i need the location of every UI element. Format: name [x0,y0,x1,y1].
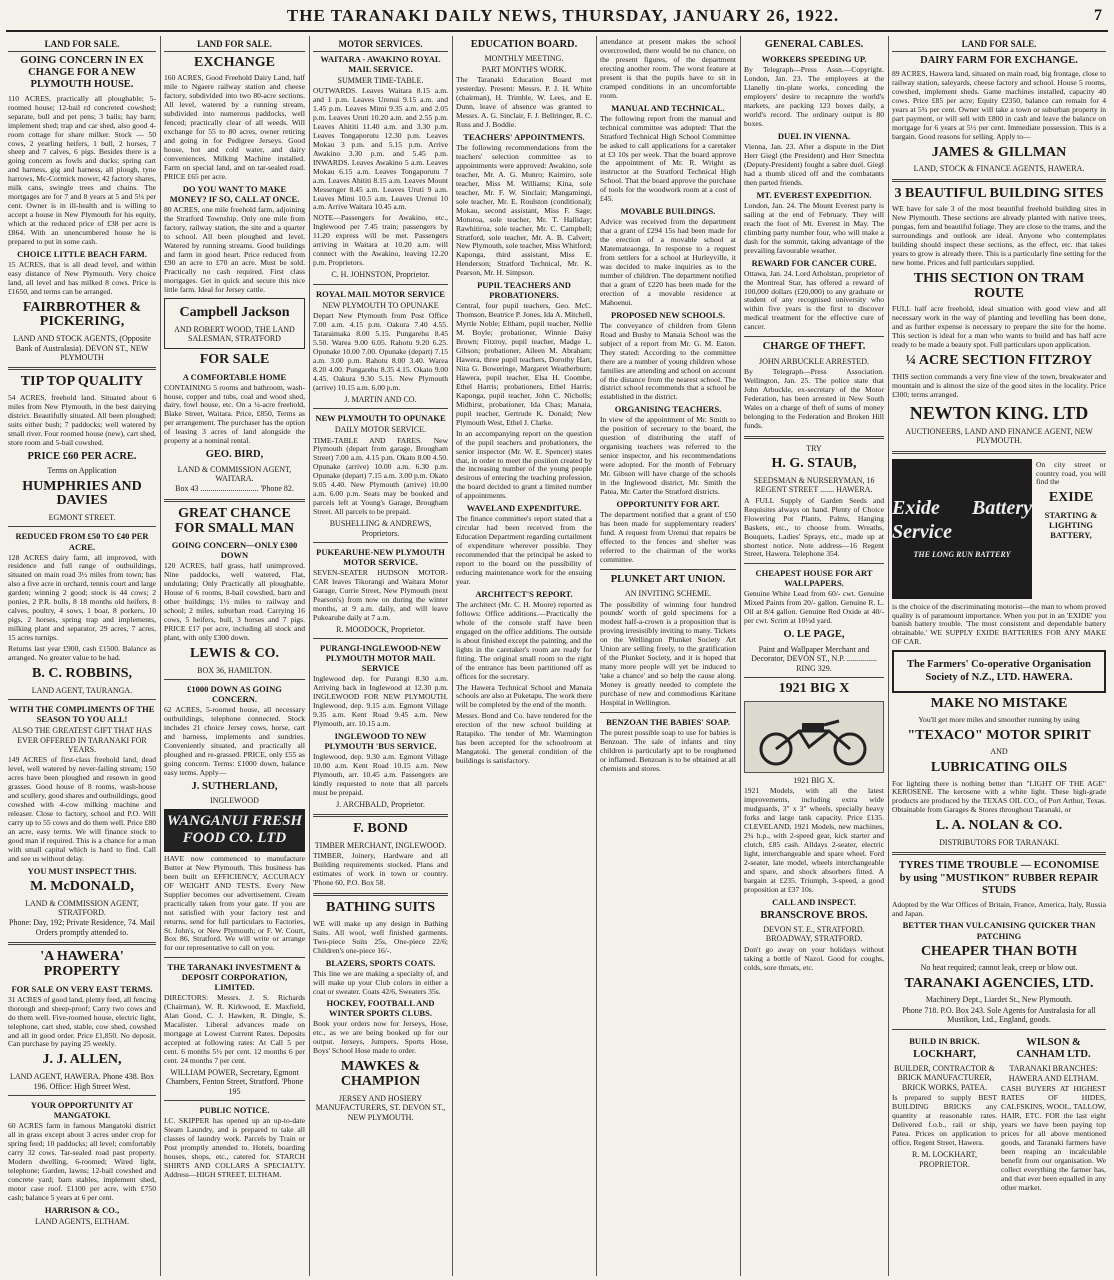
section-headline: GENERAL CABLES. [764,39,864,50]
ad-title: CHEAPER THAN BOTH [920,943,1078,959]
ad-title: 'A HAWERA' PROPERTY [40,949,124,979]
agent-details: LAND AGENTS, ELTHAM. [35,1216,129,1226]
service-subtitle: SUMMER TIME-TABLE. [337,75,424,85]
article-section-heading: PROPOSED NEW SCHOOLS. [611,309,725,320]
ad-body: Don't go away on your holidays without taking a bottle of Nazol. Good for coughs, colds, sore throats, etc. [744,944,884,972]
ad-body: 54 ACRES, freehold land. Situated about 6 miles from New Plymouth, in the best dairying district. Beautifully situated. All been ploughed; suits either bush; 7 paddocks; well watered by small river. Four roomed house (new), cart shed, store room and 5-bail cowshed. [8,393,156,447]
ad-body: A FULL Supply of Garden Seeds and Requisites always on hand. Plenty of Choice Flowering Pot Plants, Palms, Hanging Baskets, etc., to choose from. Wreaths, Bouquets, Ladies' Sprays, etc., made up at shortest notice. Note address—16 Regent Street, Hawera. Telephone 354. [744,495,884,559]
article-paragraph: Messrs. Bond and Co. have tendered for the erection of the new school building at Ratapiko. The tender of Mr. Warmington has been accepted for the schoolroom at Mangatoki. The general condition of the buildings is satisfactory. [456,711,592,766]
agent-details: DEVON ST. E., STRATFORD. BROADWAY, STRATFORD. [763,924,865,944]
ad-body: 110 ACRES, practically all ploughable; 5-roomed house; 12-bail rd concreted cowshed; separate, bull and pet pens; 3 bails; hay barn; implement shed; trap and car shed, also good 4-room cottage for share milker. Stock — 50 cows, 2 yearling heifers, 1 bull, 2 horses, 7 sheep and 7 calves, 6 pigs. Besides there is a going concern as fowls and ducks; spring cart and harness, gig and harness, all plough, tyne harrows, Mc-Cormick mower, 42 factory shares, milk cans, swingle trees and chains. The mortgages are for 7 and 8 years at 5 and 5¼ per cent. Owner is in ill-health and is willing to accept a house in New Plymouth for his equity, which at the reduced price of £38 per acre is £864. With an unencumbered house he is prepared to put in some cash. [8,93,156,246]
ad-title: "TEXACO" MOTOR SPIRIT [907,727,1091,743]
ad-title: TIP TOP QUALITY [20,374,144,390]
service-title: WAITARA - AWAKINO ROYAL MAIL SERVICE. [320,53,441,74]
ad-title: 1921 BIG X [778,680,850,696]
article-paragraph: The department notified that a grant of £50 has been made for supplementary readers' fund. A request from Urenui that repairs be effected to the fences and shelter was referred to the chairman of the works committee. [600,509,736,564]
ad-body: Genuine White Lead from 60/- cwt. Genuine Mixed Paints from 20/- gallon. Genuine R. L. Oil at 8/4 gallon. Genuine Red Oxide at 40/- per cwt. Scrim at 10½d yard. [744,589,884,626]
service-timetable: Inglewood dep. for Purangi 8.30 a.m. Arriving back in Inglewood at 12.30 p.m. INGLEWOOD FOR NEW PLYMOUTH. Inglewood, dep. 9.15 a.m. Egmont Village 9.35 a.m. Kent Road 9.45 a.m. New Plymouth, arr. 10.15 a.m. [313,674,448,728]
article-subhead: PART MONTH'S WORK. [481,64,567,74]
ad-body: For lighting there is nothing better than "LIGHT OF THE AGE" KEROSENE. The kerosene with a white light. These high-grade products are produced by the TEXAS OIL CO., of Port Arthur, Texas. Obtainable from Garages & Stores throughout Taranaki, or [892,778,1106,815]
ad-lead: TRY [806,443,822,453]
column-rule [452,36,453,1276]
image-caption: 1921 BIG X. [793,775,835,785]
ad-terms: Terms on Application [47,466,117,476]
motorcycle-illustration [744,701,884,773]
agent-details: EGMONT STREET. [48,513,116,523]
ad-title: YOUR OPPORTUNITY AT MANGATOKI. [30,1099,134,1120]
agent-name: FAIRBROTHER & PICKERING, [22,299,142,330]
ad-title: £1000 DOWN AS GOING CONCERN. [187,684,282,705]
service-timetable: OUTWARDS. Leaves Waitara 8.15 a.m. and 1 p.m. Leaves Urenui 9.15 a.m. and 1.45 p.m. Leaves Mimi 9.35 a.m. and 2.05 p.m. Leaves Uruti 10.20 a.m. and 2.55 p.m. Leaves Ahititi 11.40 a.m. and 3.30 p.m. Leaves Tongaporutu 12.30 p.m. Leaves Mokau 3 p.m. and 5.15 p.m. Arrive Awakino 3.30 p.m. and 5.45 p.m. INWARDS. Leaves Awakino 5 a.m. Leaves Mokau 6.15 a.m. Leaves Tongaporutu 7 a.m. Leaves Ahititi 8.15 a.m. Leaves Mount Messenger 8.45 a.m. Leaves Uruti 9 a.m. Leaves Mimi 10.5 a.m. Leaves Urenui 10 a.m. Arrive Waitara 10.45 a.m. [313,86,448,212]
article-paragraph: The Taranaki Education Board met yesterday. Present: Messrs. P. J. H. White (chairman), H. Trimble, W. Lees, and E. Dunn, leave of absence was granted to Messrs. A. G. Sinclair, F. J. Bellringer, R. C. Russ and J. Boddie. [456,75,592,130]
article-section-heading: WAVELAND EXPENDITURE. [466,503,582,514]
article-headline: PLUNKET ART UNION. [610,573,726,585]
exide-logo-text: Exide Battery Service [892,497,1032,543]
column-general-cables [742,36,886,1276]
agent-details: LAND & COMMISSION AGENT, STRATFORD. [25,898,139,917]
agent-details: BUILDER, CONTRACTOR & BRICK MANUFACTURER, BRICK WORKS, PATEA. [894,1064,995,1092]
article-section-heading: MOVABLE BUILDINGS. [620,206,716,217]
agent-name: The Farmers' Co-operative Organisation Society of N.Z., LTD. HAWERA. [906,659,1091,683]
ad-subtitle: TIMBER MERCHANT, INGLEWOOD. [314,840,447,850]
service-owner: J. ARCHBALD, Proprietor. [336,799,425,809]
exide-advert [892,459,1106,599]
ad-body: 60 ACRES farm in famous Mangatoki district all in grass except about 3 acres under crop for spring feed; 10 paddocks; all level; comfortably carry 32 cows. Tar-sealed road past property. Modern dwelling, 6-roomed; Wired light, telephone; Garden, lawns; 12-bail cowshed and concrete yard; barn stables, implement shed, motor case roof. £1100 per acre, with £750 cash; balance 5 years at 6 per cent. [8,1121,156,1202]
masthead [6,2,1108,32]
agent-name: LEWIS & CO. [189,645,280,661]
service-subtitle: DAILY MOTOR SERVICE. [334,425,427,435]
ad-note: CALL AND INSPECT. [772,896,856,907]
column-land-for-sale-1 [6,36,158,1276]
agent-details: TARANAKI BRANCHES: HAWERA AND ELTHAM. [1008,1064,1099,1083]
ad-title: BATHING SUITS [325,900,436,916]
ad-body: THIS section commands a very fine view of the town, breakwater and mountain and is almost the size of the good sites in the locality. Price £300; terms arranged. [892,371,1106,399]
service-title: PURANGI-INGLEWOOD-NEW PLYMOUTH MOTOR MAIL SERVICE [320,643,441,674]
article-paragraph: Advice was received from the department that a grant of £294 15s had been made for the erection of a movable school at Matemateaonga. In response to a request from settlers for a school at Hurleyville, it was decided to make inquiries as to the number of children. The department notified that a grant of £220 has been made for the erection of a movable residence at Mahoenui. [600,217,736,307]
fresh-food-logo: WANGANUI FRESH FOOD CO. LTD [164,809,305,852]
agent-name: MAWKES & CHAMPION [340,1059,421,1089]
exide-logo [892,459,1032,599]
article-paragraph: Ottawa, Jan. 24. Lord Atholstan, proprietor of the Montreal Star, has offered a reward of 100,000 dollars (£20,000) to any graduate or student of any recognised university who within five years is the first to discover medical treatment for the effective cure of cancer. [744,268,884,332]
service-owner: BUSHELLING & ANDREWS, Proprietors. [329,519,432,538]
agent-name: JAMES & GILLMAN [931,144,1067,160]
ad-body: 1921 Models, with all the latest improvements, including extra wide mudguards, 3" x 3" wheels, specially heavy forks and large tank capacity. Price £135. CLEVELAND, 1921 Models, new machines, 2¾ h.p., with 2-speed gear, kick starter and clutch, £85 cash. Alldays 2-seater, electric light, interchangeable and spare wheel. Ford 2-seater, late model, wheels interchangeable and spare, and shock absorbers fitted. A bargain at £235. Triumph, 3-speed, a good proposition at £37 10s. [744,786,884,894]
article-paragraph: London, Jan. 24. The Mount Everest party is sailing at the end of February. They will reach the foot of Mt. Everest in May. The climbing party number four, who will make a dash for the summit, taking advantage of the prevailing favourable weather. [744,200,884,255]
ad-body: WE have for sale 3 of the most beautiful freehold building sites in New Plymouth. These sections are already planted with native trees, pungas, fern and beautiful foliage. They are close to the trams, and the surroundings and outlook are ideal. Anyone who contemplates building should inspect these sections, as the effect, etc. that takes years to grow is already there. This is a particularly fine setting for the new home. Prices and full particulars supplied. [892,204,1106,268]
article-headline: WORKERS SPEEDING UP. [761,54,867,65]
bottom-ads [892,1034,1106,1195]
ad-subtitle: FOR SALE ON VERY EAST TERMS. [11,983,153,994]
service-timetable: TIME-TABLE AND FARES. New Plymouth (depart from garage, Brougham Street) 7.00 a.m. 4.15 p.m. Okato 8.00 4.50. Opunake (arrive) 10.00 a.m. 6.30 p.m. Opunake (depart) 7.15 a.m. 3.00 p.m. Okato 9.05 4.40. New Plymouth (arrive) 10.00 a.m. 6.00 p.m. Seats may be booked and parcels left at Young's Garage, Brougham Street. All parcels to be prepaid. [313,435,448,517]
article-section-heading: OPPORTUNITY FOR ART. [616,498,720,509]
ad-title: TYRES TIME TROUBLE — ECONOMISE by using "MUSTIKON" RUBBER REPAIR STUDS [898,860,1100,897]
ad-title: FOR SALE [199,351,270,367]
service-owner: R. MOODOCK, Proprietor. [336,624,425,634]
ad-note: YOU MUST INSPECT THIS. [27,865,137,876]
article-section-heading: PUPIL TEACHERS AND PROBATIONERS. [477,280,571,301]
agent-details: LAND AND STOCK AGENTS, (Opposite Bank of Australasia). DEVON ST., NEW PLYMOUTH [13,334,151,363]
ad-body: 160 ACRES, Good Freehold Dairy Land, half mile to Ngaere railway station and cheese factory, subdivided into two 80-acre sections. All level, watered by a running stream, subdivided into numerous paddocks, well fenced; practically clear of all weeds. Will exchange for 55 to 80 acres, owner retiring and going in for Pedigree Jerseys. Good house, hot and cold water, and dairy conveniences. Milking Machine installed. Farm on special land, and on tar-sealed road. PRICE £65 per acre. [164,73,305,181]
service-subtitle: NEW PLYMOUTH TO OPUNAKE [322,300,439,310]
ad-title: MAKE NO MISTAKE [930,696,1068,712]
article-paragraph: In view of the appointment of Mr. Smith to the position of secretary to the board, the question of distributing the staff of organising teachers was referred to the senior inspector, and his recommendations were adopted. For the month of February Mr. Gibson will have charge of the schools in the Inglewood district, Mr. Smith the Patea, Mr. Carter the Stratford districts. [600,415,736,496]
ad-body: This line we are making a specialty of, and will make up your Club colors in either a coat or sweater. Coats 42/6, Sweaters 35s. [313,968,448,996]
ad-body: I.C. SKIPPER has opened up an up-to-date Steam Laundry, and is prepared to take all classes of laundry work. Parcels by Train or Post promptly attended to. Hotels, boarding houses, shops, etc., catered for. STARCH SHIRTS AND COLLARS A SPECIALTY. Address—HIGH STREET, ELTHAM. [164,1116,305,1180]
service-title: NEW PLYMOUTH TO OPUNAKE [315,413,446,424]
article-headline: MT. EVEREST EXPEDITION. [756,189,872,200]
ad-title: THIS SECTION ON TRAM ROUTE [913,271,1085,301]
ad-title: GREAT CHANCE FOR SMALL MAN [175,505,294,536]
ad-subtitle: ALSO THE GREATEST GIFT THAT HAS EVER OFFERED IN TARANAKI FOR YEARS. [12,726,152,754]
article-paragraph: The finance committee's report stated that a circular had been received from the Education Department regarding curtailment of expenditure wherever possible. They recommended that the principal be asked to report to the board on the possibility of reducing maintenance work for the ensuing year. [456,514,593,586]
agent-details: LAND AGENT, HAWERA. Phone 438. Box 196. Office: High Street West. [9,1072,155,1091]
article-paragraph: The possibility of winning four hundred pounds' worth of gold specimens for a modest half-a-crown is a proposition that is proving irresistibly inviting to many. Tickets on the Wellington Plunket Society Art Union are selling freely, to the gratification of the Plunket Society, and it is hoped that many more people will yet be induced to 'take a chance' and so help the cause along. Money is greatly needed to complete the purchase of new and commodious Karitane Hospital in Wellington. [600,599,736,707]
agent-details: LAND, STOCK & FINANCE AGENTS, HAWERA. [913,164,1085,174]
service-owner: J. MARTIN AND CO. [344,394,417,404]
article-paragraph: The purest possible soap to use for babies is Benzoan. The sale of infants and tiny children is particularly apt to be roughened or inflamed. Benzoan is to be obtained at all chemists and stores. [600,727,736,773]
article-paragraph: By Telegraph—Press Assn.—Copyright. London, Jan. 23. The employees at the Llanelly tin-plate works, conceding the employers' desire to recapture the world's markets, are packing 123 boxes daily, a world's record. The ordinary output is 80 boxes. [744,65,884,129]
article-subhead: AN INVITING SCHEME. [625,589,711,599]
article-paragraph: The conveyance of children from Glenn Road and Bushy to Manaia School was the subject of a report from Mr. G. M. Eaton. They stated: According to the committee there are a number of young children whose families are attending and school on account of the distance from the nearest school. The district school recommends that a school be established in the district. [600,320,736,402]
agent-name: NEWTON KING. LTD [909,402,1089,423]
ad-title: EXCHANGE [194,54,275,70]
article-section-heading: BENZOAN THE BABIES' SOAP. [606,716,730,727]
ad-subtitle: GOING CONCERN—ONLY £300 DOWN [171,540,298,561]
ad-title: PUBLIC NOTICE. [199,1105,270,1116]
ad-body: HAVE now commenced to manufacture Butter at New Plymouth. This business has been built on EFFICIENCY, ACCURACY OF WEIGHT AND TESTS. Every New Supplier becomes our advertisement. Cream practically taken from your gate. If you are not satisfied with your factory test and returns, send for full particulars to Factories, St. John's, or New Plymouth; or F. W. Court, Box 86, Stratford. We will write or arrange for our representative to call on you. [164,853,305,953]
article-section-heading: MANUAL AND TECHNICAL. [611,102,725,113]
ad-title: F. BOND [353,821,408,837]
ad-body: 31 ACRES of good land, plenty feed, all fencing thorough and sheep-proof; Carry two cows and do them well. Five-roomed house, electric light, telephone, cart shed, stable, cow shed, cowshed and all in good order. Price £1,850. No deposit. Can purchase by paying 25 weekly. [8,994,156,1049]
column-land-for-sale-3 [890,36,1108,1276]
ad-body: WE will make up any design in Bathing Suits. All wool, well finished garments. Two-piece Suits 25s, One-piece 22/6; Children's one-piece 16/-. [313,918,448,955]
ad-body: 120 ACRES, half grass, half unimproved. Nine paddocks, well watered, Flat, undulating; Only Practically all ploughable. House of 6 rooms, 8-bail cowshed, barn and other buildings; 1½ miles to railway and school; 2 miles, suburban road. Carrying 16 cows, 5 heifers, bull, 3 horses and 7 pigs. PRICE £17 per acre, including all stock and plant, with only £300 down. [164,561,305,642]
service-timetable: Depart New Plymouth from Post Office 7.00 a.m. 4.15 p.m. Oakura 7.40 4.55. Tataraimaka 8.00 5.15. Pungarehu 8.45 5.50. Warea 9.00 6.05. Rahotu 9.20 6.25. Opunake 10.00 7.00. Opunake (depart) 7.15 a.m. 3.00 p.m. Rahotu 8.00 3.40. Warea 8.20 4.00. Pungarehu 8.35 4.15. Okato 9.00 4.45. Oakura 9.30 5.15. New Plymouth (arrive) 10.15 a.m. 6.00 p.m. [313,311,448,392]
ad-lead: On city street or country road, you will find the [1036,459,1106,487]
ad-body: 62 ACRES, 5-roomed house, all necessary outbuildings, telephone connected. Stock includes 21 choice Jersey cows, horse, cart and harness, implements and sundries. Conveniently situated, and practically all ploughed and re-grassed. PRICE, only £55 as going concern. Terms: £1000 down, balance easy terms. Apply— [164,705,305,777]
column-motor-services [311,36,450,1276]
article-paragraph: In an accompanying report on the question of the pupil teachers and probationers, the senior inspector (Mr. W. E. Spencer) states that, in order to meet the position created by the increasing number of the young people desirous of entering the teaching profession, the board decided to grant a limited number of appointments. [456,428,592,501]
article-paragraph: attendance at present makes the school overcrowded, there would be no chance, on the present figures, of the department erecting another room. The worst feature at present is that the pupils have to sit in cramped conditions in an uncomfortable room. [600,37,736,100]
ad-title: ¼ ACRE SECTION FITZROY [905,353,1093,369]
ad-title: DAIRY FARM FOR EXCHANGE. [920,54,1078,66]
article-paragraph: The Hawera Technical School and Manaia schools are also at Puketapu. The work there will be completed by the end of the month. [456,682,592,710]
ad-body: Adopted by the War Offices of Britain, France, America, Italy, Russia and Japan. [892,899,1106,918]
ad-subtitle: STARTING & LIGHTING BATTERY, [1044,510,1098,541]
page-number: 7 [1094,7,1102,24]
agent-name: M. McDONALD, [30,878,134,894]
agent-name: Campbell Jackson [179,305,290,321]
ad-owner: R. M. LOCKHART, PROPRIETOR. [912,1150,977,1169]
ad-conjunction: AND [990,747,1008,757]
column-heading: LAND FOR SALE. [164,39,305,52]
ad-body: CASH BUYERS AT HIGHEST RATES OF HIDES, CALFSKINS, WOOL, TALLOW, HAIR, ETC. FOR the last eight years we have been paying top prices for all above mentioned goods, and Taranaki farmers have been reaping an incalculable benefit from our organisation. We collect everything the farmer has, and that ever been equalled in any other market. [1001,1084,1106,1192]
agent-details: Paint and Wallpaper Merchant and Decorator, DEVON ST., N.P. ............... RING 329. [751,644,877,673]
service-timetable: Inglewood, dep. 9.30 a.m. Egmont Village 10.00 a.m. Kent Road 10.15 a.m. New Plymouth, arr. 10.45 a.m. Passengers are kindly requested to note that all parcels must be prepaid. [313,751,448,797]
ad-body: TIMBER, Joinery, Hardware and all Building requirements stocked. Plans and estimates of work in town or country. 'Phone 60, P.O. Box 58. [313,851,448,888]
ad-title: DO YOU WANT TO MAKE MONEY? IF SO, CALL AT ONCE. [169,183,300,204]
article-section-heading: ORGANISING TEACHERS. [614,404,722,415]
article-paragraph: By Telegraph—Press Association. Wellington, Jan. 25. The police state that John Arbuckle, ex-secretary of the Motor Federation, has been arrested in New South Wales on a charge of theft of sums of money belonging to the Federation and Broken Hill funds. [744,367,884,430]
ad-subtitle: A COMFORTABLE HOME [182,371,287,382]
column-heading: MOTOR SERVICES. [313,39,448,52]
agent-name: WILSON & CANHAM LTD. [1016,1036,1091,1061]
agent-name: TARANAKI AGENCIES, LTD. [904,975,1094,991]
ad-body: FULL half acre freehold, ideal situation with good view and all necessary work in the way of planting and levelling has been done, and as further expense is necessary to prepare the site for the home. This section is ideal for a man who wants to build and has half acre ready to be made a beauty spot. Full particulars upon application. [892,304,1106,350]
ad-subtitle: BLAZERS, SPORTS COATS. [325,957,436,968]
ad-body: Returns last year £900, cash £1500. Balance as arranged. No greater value to be had. [8,644,156,662]
ad-body: DIRECTORS: Messrs. J. S. Richards (Chairman), W. R. Kirkwood, E. Maxfield, Alan Good, C. J. Hawken, R. Dingle, S. Macalister. Liberal advances made on mortgage at Lowest Current Rates. Deposits accepted at following rates: At Call 5 per cent. 6 months 5½ per cent. 12 months 6 per cent. 24 months 7 per cent. [164,993,305,1066]
agent-name: BRANSCROVE BROS. [760,909,868,921]
article-headline: EDUCATION BOARD. [470,39,578,50]
ad-body: 149 ACRES of first-class freehold land, dead level, well watered by never-failing stream; 150 acres have been ploughed and resown in good grasses. Good house of 8 rooms, wash-house and scullery, good shares and outbuildings, good cowshed with 4-cow milking machine and releaser. Close to factory, school and P.O. Will carry up to 55 cows and do them well. Price £80 an acre, easy terms. We will finance stock to good man if required. This is a chance for a man with small capital which is hard to find. Call and see us without delay. [8,755,156,863]
article-headline: REWARD FOR CANCER CURE. [751,257,877,268]
article-paragraph: Vienna, Jan. 23. After a dispute in the Diet Herr Giegl (the President) and Herr Smechta (Deputy-President) fought a sabre duel. Giegl had a thumb sliced off and the combatants then parted friends. [744,142,884,187]
agent-details: DISTRIBUTORS FOR TARANAKI. [939,838,1059,848]
column-education-board [454,36,594,1276]
ad-subtitle: BETTER THAN VULCANISING QUICKER THAN PATCHING [902,920,1096,941]
ad-title: WITH THE COMPLIMENTS OF THE SEASON TO YOU ALL! [9,704,155,725]
ad-body: Book your orders now for Jerseys, Hose, etc., as we are being booked up for our output. Jerseys, Jumpers, Sports Hose, Boys' School Hose made to order. [313,1019,448,1056]
motorcycle-icon [754,707,874,767]
column-land-for-sale-2 [162,36,307,1276]
column-heading: LAND FOR SALE. [8,39,156,52]
agent-name: LOCKHART, [913,1048,976,1060]
article-paragraph: The following recommendations from the teachers' selection committee as to appointments were approved: Awakino, sole teacher, Mr. A. G. Munro; Kaimiro, sole teacher, Miss M. Williams; Kina, sole teacher, Mr. F. W. Sinclair; Mangamingi, sole teacher, Mr. E. Roulston (conditional); Mokau, second assistant, Miss F. Sage; Moturoa, sole teacher, Mr. T. Halliday; Rawhitiroa, sole teacher, Mr. C. Campbell; Stratford, sole teacher, Mr. A. B. Calvert; New Plymouth, sole teacher, Miss Whitford; Kaponga, third assistant, Miss E. Henderson; Stratford Technical, Mr. K. Pearson, Mr. H. Simpson. [456,142,592,278]
agent-name: L. A. NOLAN & CO. [935,818,1063,834]
ad-title: THE TARANAKI INVESTMENT & DEPOSIT CORPORATION, LIMITED. [167,962,302,993]
ad-title: GOING CONCERN IN EX CHANGE FOR A NEW PLYMOUTH HOUSE. [20,54,144,91]
column-heading: LAND FOR SALE. [892,39,1106,52]
ad-body: 80 ACRES, one mile freehold farm, adjoining the Stratford Township. Only one mile from factory, railway station, the site and a quarter to school. All been ploughed and level. Watered by running streams. Good buildings and farm in good heart. Price reduced from £90 an acre to £70 an acre. Must be sold. Practically no cash required. First class mortgages. Get in quick and secure this nice little farm. Ideal for Jersey cattle. [164,204,305,295]
agent-name: B. C. ROBBINS, [32,665,132,681]
agent-name: J. J. ALLEN, [42,1052,122,1068]
column-rule [596,36,597,1276]
service-title: ROYAL MAIL MOTOR SERVICE [316,288,445,299]
ad-note: No heat required; cannot leak, creep or blow out. [920,963,1078,973]
service-owner: C. H. JOHNSTON, Proprietor. [331,270,430,280]
agent-details: Machinery Dept., Liardet St., New Plymouth. [925,995,1073,1005]
ad-subtitle: HOCKEY, FOOTBALL AND WINTER SPORTS CLUBS. [326,998,435,1019]
masthead-title: THE TARANAKI DAILY NEWS, THURSDAY, JANUARY 26, 1922. [286,6,840,25]
agent-details: WILLIAM POWER, Secretary, Egmont Chambers, Fenton Street, Stratford. 'Phone 195 [165,1068,304,1096]
article-paragraph: Central, four pupil teachers, Geo. McC. Thomson, Beatrice P. Jones, Ida A. Mitchell, Myrtle Noble; Eltham, pupil teacher, Nellie M. Boyle; probationer, Winnie Daisy Brown; Fitzroy, pupil teacher, Madge L. Gibson; probationer, Aileen M. Abraham; Hawera, three pupil teachers, Dorothy Hart, Nita G. Boweringe, Margaret Weatherburn; Hawera, pupil teacher, Elsa H. Coombe, Ethel Harris; probationers, Ethel Harris; Kaponga, pupil teacher, John C. Nicholls; Midhirst, probationer, Ida Chas; Manaia, pupil teacher, Gertrude K. Donald; New Plymouth West, Ethel J. Clarke. [456,301,592,427]
ad-body: Is prepared to supply BEST BUILDING BRICKS any quantity at reasonable rates. Delivered f.o.b., rail or ship, Patea. Prices on application to office, Regent Street, Hawera. [892,1093,997,1148]
ad-body: is the choice of the discriminating motorist—the man to whom proved quality is of paramount importance. When you put in an 'EXIDE' you banish battery trouble. 'The most consistent and dependable battery obtainable.' WE SUPPLY EXIDE BATTERIES FOR ANY MAKE OF CAR. [892,601,1106,647]
agent-details: AND ROBERT WOOD, THE LAND SALESMAN, STRATFORD [174,324,295,344]
agent-details: SEEDSMAN & NURSERYMAN, 16 REGENT STREET ....... HAWERA. [753,475,875,495]
ad-body: CONTAINING 5 rooms and bathroom, wash-house, copper and tubs, coal and wood shed, dairy, fowl house, etc. On a ¼-acre freehold, Blake Street, Waitara. Price, £850, Terms as per arrangement. The purchaser has the option of leasing 3 acres of land alongside the property at a nominal rental. [164,382,305,446]
agent-name: HARRISON & CO., [44,1204,120,1215]
column-rule [309,36,310,1276]
ad-title: CHEAPEST HOUSE FOR ART WALLPAPERS. [755,568,873,589]
ad-body: 128 ACRES dairy farm, all improved, with residence and full range of outbuildings, situated on main road 3½ miles from town; has also a five acre in orchard, tennis court and large garden; winning 2 good; stock is 44 cows; 2 ponies, 2 P.R. bulls, 8 18 months old heifers, 8 calves, poultry, 4 sows, 1 boar, 8 porkers, 10 pigs, 2 horses, spring trap and implements, milking plant and separator, 29 acres, 7 acres, 15 acres turnips. [8,552,156,643]
ad-body: 15 ACRES, that is all dead level, and within easy distance of New Plymouth. Very choice land, all level and has milked 8 cows. Price is £1650, and terms can be arranged. [8,259,156,296]
article-section-heading: ARCHITECT'S REPORT. [475,588,573,599]
column-rule [740,36,741,1276]
exide-tagline: THE LONG RUN BATTERY [913,550,1011,560]
agent-details: INGLEWOOD [210,796,259,806]
article-section-heading: TEACHERS' APPOINTMENTS. [463,131,585,142]
service-timetable: SEVEN-SEATER HUDSON MOTOR-CAR leaves Tikorangi and Waitara Motor Garage, Currie Street, New Plymouth (next Pearson's) from now on during the winter months, at 9 a.m. daily, and will leave Pukearuhe daily at 7 a.m. [313,567,448,622]
service-title: INGLEWOOD TO NEW PLYMOUTH 'BUS SERVICE. [324,730,437,751]
ad-body: 89 ACRES, Hawera land, situated on main road, big frontage, close to railway station, saleyards, cheese factory and school. House 5 rooms, cowshed, implement sheds. Game machines installed, capacity 40 cows. Price £85 per acre; Equity £2350, balance can remain for 4 years at 5¾ per cent. Owner will take a town or suburban property in part payment, or will sell with £800 in cash and leave the balance on mortgage for 6 years at 5½ per cent. Immediate possession. This is a bargain. Good reasons for selling. Apply to— [892,68,1106,141]
agent-box: Box 43 ............................. 'Phone 82. [175,484,294,494]
ad-title: 3 BEAUTIFUL BUILDING SITES [894,185,1104,201]
ad-title: LUBRICATING OILS [930,759,1068,775]
article-paragraph: The following report from the manual and technical committee was adopted: That the Stratford Technical High School Committee be asked to call applications for a caretaker at £3 10s per week. That the board approve the appointment of Mr. R. Wright as instructor at the Stratford Technical High School. That the board approve the purchase of tools for the woodwork room at a cost of £45. [600,113,736,204]
article-headline: CHARGE OF THEFT. [762,341,866,353]
ad-body: You'll get more miles and smoother running by using [918,714,1080,724]
column-rule [160,36,161,1276]
agent-details: BOX 36, HAMILTON. [197,665,272,675]
service-title: PUKEARUHE-NEW PLYMOUTH MOTOR SERVICE. [316,546,445,567]
agent-details: LAND AGENT, TAURANGA. [31,685,133,695]
ad-title: CHOICE LITTLE BEACH FARM. [17,248,147,259]
ad-title: BUILD IN BRICK. [909,1035,980,1046]
article-headline: DUEL IN VIENNA. [777,131,851,142]
ad-title: REDUCED FROM £50 TO £40 PER ACRE. [15,531,149,552]
agent-name: HUMPHRIES AND DAVIES [22,478,142,509]
article-paragraph: The architect (Mr. C. H. Moore) reported as follows: Office additions.—Practically the whole of the console staff have been engaged on the office additions. The outside is about finished except the painting, and the lights in the caretaker's room are ready for fitting. The original small room to the right of the entrance has been partitioned off as offices for the secretary. [456,599,592,681]
ad-price: PRICE £60 PER ACRE. [27,450,137,462]
column-rule [888,36,889,1276]
column-education-continued [598,36,738,1276]
article-subhead: JOHN ARBUCKLE ARRESTED. [758,356,869,366]
ad-title: EXIDE [1048,490,1094,506]
agent-phone: Phone 718. P.O. Box 243. Sole Agents for Australasia for all Mustikon, Ltd., England, goods. [902,1005,1096,1025]
agent-phone: Phone: Day, 192; Private Residence, 74. Mail Orders promptly attended to. [9,918,155,937]
agent-details: JERSEY AND HOSIERY MANUFACTURERS, ST. DEVON ST., NEW PLYMOUTH. [315,1093,446,1122]
agent-name: J. SUTHERLAND, [191,780,278,792]
agent-name: GEO. BIRD, [205,449,264,461]
article-subhead: MONTHLY MEETING. [484,54,564,64]
agent-name: H. G. STAUB, [771,456,857,472]
agent-details: LAND & COMMISSION AGENT, WAITARA. [177,464,292,484]
agent-name: O. LE PAGE, [783,629,845,641]
agent-details: AUCTIONEERS, LAND AND FINANCE AGENT, NEW PLYMOUTH. [905,426,1093,446]
service-note: NOTE—Passengers for Awakino, etc., Inglewood per 7.45 train; passengers by 11.20 express will be met. Passengers arriving in Waitara at 10.20 a.m. will connect with the Awakino, leaving 12.20 p.m. Proprietors. [313,213,448,268]
